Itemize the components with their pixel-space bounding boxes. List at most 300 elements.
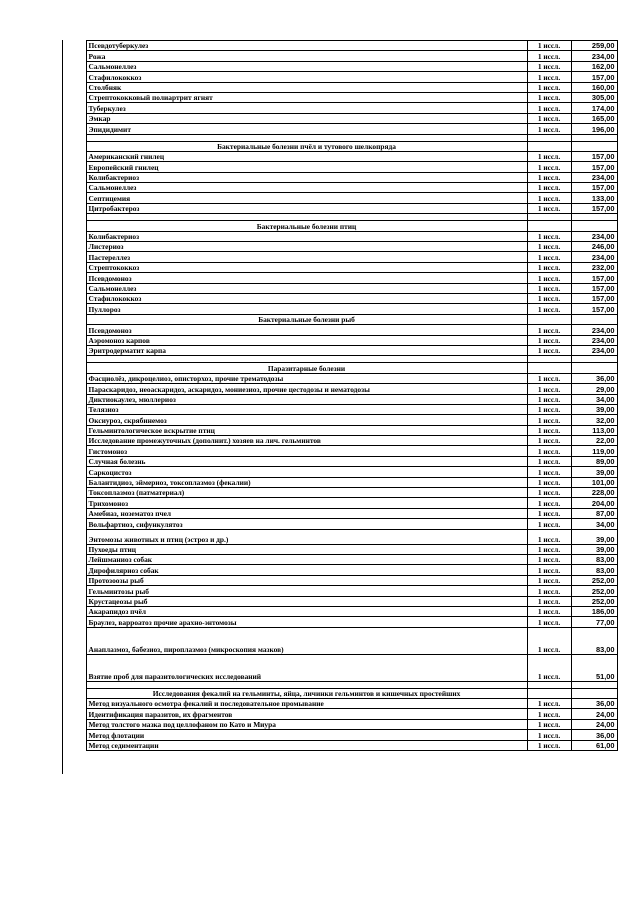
price-cell: 83,00 <box>571 565 617 575</box>
price-cell: 305,00 <box>571 92 617 102</box>
table-row <box>62 654 617 681</box>
test-name-cell: Диктиокаулез, мюллериоз <box>86 394 527 404</box>
margin-cell <box>62 544 86 554</box>
price-cell: 228,00 <box>571 488 617 498</box>
test-name-cell: Акарапидоз пчёл <box>86 606 527 616</box>
unit-cell: 1 иссл. <box>527 345 571 355</box>
test-name-cell: Метод толстого мазка под целлофаном по Като и Миура <box>86 719 527 729</box>
unit-cell: 1 иссл. <box>527 231 571 241</box>
margin-cell <box>62 617 86 627</box>
test-name-cell: Пуллороз <box>86 304 527 314</box>
test-name-cell: Рожа <box>86 51 527 61</box>
table-row <box>62 41 617 51</box>
empty-cell <box>86 134 527 141</box>
table-row <box>62 740 617 750</box>
table-row <box>62 544 617 554</box>
margin-cell <box>62 103 86 113</box>
section-heading: Бактериальные болезни пчёл и тутового шелкопряда <box>86 141 527 151</box>
price-cell: 196,00 <box>571 124 617 134</box>
unit-cell: 1 иссл. <box>527 709 571 719</box>
margin-cell <box>62 415 86 425</box>
price-cell: 39,00 <box>571 404 617 414</box>
table-row <box>62 203 617 213</box>
test-name-cell: Браулез, варроатоз прочие арахно-энтомозы <box>86 617 527 627</box>
unit-cell: 1 иссл. <box>527 498 571 508</box>
price-cell: 119,00 <box>571 446 617 456</box>
empty-cell <box>527 134 571 141</box>
unit-cell: 1 иссл. <box>527 162 571 172</box>
unit-cell: 1 иссл. <box>527 193 571 203</box>
test-name-cell: Токсоплазмоз (патматериал) <box>86 488 527 498</box>
margin-cell <box>62 221 86 231</box>
unit-cell: 1 иссл. <box>527 654 571 681</box>
unit-cell: 1 иссл. <box>527 124 571 134</box>
unit-cell: 1 иссл. <box>527 436 571 446</box>
price-cell: 36,00 <box>571 699 617 709</box>
table-row <box>62 293 617 303</box>
price-cell: 160,00 <box>571 82 617 92</box>
margin-cell <box>62 134 86 141</box>
price-cell: 32,00 <box>571 415 617 425</box>
unit-cell: 1 иссл. <box>527 627 571 654</box>
unit-cell: 1 иссл. <box>527 252 571 262</box>
price-cell: 234,00 <box>571 335 617 345</box>
unit-cell: 1 иссл. <box>527 565 571 575</box>
price-cell: 22,00 <box>571 436 617 446</box>
test-name-cell: Эритродерматит карпа <box>86 345 527 355</box>
unit-cell: 1 иссл. <box>527 730 571 740</box>
test-name-cell: Энтомозы животных и птиц (эстроз и др.) <box>86 529 527 544</box>
section-heading-row <box>62 221 617 231</box>
price-cell: 259,00 <box>571 41 617 51</box>
empty-cell <box>571 688 617 698</box>
empty-cell <box>527 688 571 698</box>
table-row <box>62 92 617 102</box>
unit-cell: 1 иссл. <box>527 404 571 414</box>
margin-cell <box>62 325 86 335</box>
section-heading: Исследования фекалий на гельминты, яйца, личинки гельминтов и кишечных простейших <box>86 688 527 698</box>
margin-cell <box>62 162 86 172</box>
price-cell: 234,00 <box>571 172 617 182</box>
section-heading: Бактериальные болезни рыб <box>86 314 527 324</box>
table-row <box>62 488 617 498</box>
margin-cell <box>62 498 86 508</box>
price-cell: 87,00 <box>571 508 617 518</box>
test-name-cell: Стрептококкоз <box>86 262 527 272</box>
table-row <box>62 124 617 134</box>
margin-cell <box>62 384 86 394</box>
margin-cell <box>62 596 86 606</box>
test-name-cell: Протозоозы рыб <box>86 575 527 585</box>
empty-cell <box>571 141 617 151</box>
margin-cell <box>62 565 86 575</box>
table-row <box>62 719 617 729</box>
unit-cell: 1 иссл. <box>527 425 571 435</box>
price-cell: 186,00 <box>571 606 617 616</box>
test-name-cell: Туберкулез <box>86 103 527 113</box>
margin-cell <box>62 214 86 221</box>
unit-cell: 1 иссл. <box>527 273 571 283</box>
empty-cell <box>571 134 617 141</box>
unit-cell: 1 иссл. <box>527 373 571 383</box>
unit-cell: 1 иссл. <box>527 113 571 123</box>
margin-cell <box>62 508 86 518</box>
price-cell: 234,00 <box>571 51 617 61</box>
test-name-cell: Пухоеды птиц <box>86 544 527 554</box>
test-name-cell: Случная болезнь <box>86 456 527 466</box>
margin-cell <box>62 363 86 373</box>
unit-cell: 1 иссл. <box>527 384 571 394</box>
test-name-cell: Исследование промежуточных (дополнит.) хозяев на лич. гельминтов <box>86 436 527 446</box>
price-cell: 39,00 <box>571 529 617 544</box>
test-name-cell: Колибактериоз <box>86 231 527 241</box>
margin-cell <box>62 373 86 383</box>
price-cell: 77,00 <box>571 617 617 627</box>
margin-cell <box>62 51 86 61</box>
empty-cell <box>86 214 527 221</box>
margin-cell <box>62 627 86 654</box>
test-name-cell: Дирофиляриоз собак <box>86 565 527 575</box>
margin-cell <box>62 356 86 363</box>
table-row <box>62 565 617 575</box>
table-row <box>62 345 617 355</box>
table-row <box>62 162 617 172</box>
margin-cell <box>62 113 86 123</box>
test-name-cell: Телязиоз <box>86 404 527 414</box>
price-cell: 83,00 <box>571 627 617 654</box>
margin-cell <box>62 172 86 182</box>
table-row <box>62 596 617 606</box>
section-heading-row <box>62 363 617 373</box>
table-row <box>62 627 617 654</box>
table-row <box>62 586 617 596</box>
margin-cell <box>62 740 86 750</box>
price-cell: 34,00 <box>571 394 617 404</box>
test-name-cell: Сальмонеллез <box>86 283 527 293</box>
margin-cell <box>62 314 86 324</box>
price-cell: 252,00 <box>571 575 617 585</box>
table-row <box>62 529 617 544</box>
table-row <box>62 273 617 283</box>
price-cell: 204,00 <box>571 498 617 508</box>
test-name-cell: Гистомоноз <box>86 446 527 456</box>
unit-cell: 1 иссл. <box>527 719 571 729</box>
unit-cell: 1 иссл. <box>527 554 571 564</box>
empty-cell <box>527 141 571 151</box>
price-cell: 252,00 <box>571 586 617 596</box>
test-name-cell: Сальмонеллез <box>86 61 527 71</box>
price-cell: 246,00 <box>571 242 617 252</box>
margin-cell <box>62 467 86 477</box>
spacer-row <box>62 356 617 363</box>
table-row <box>62 436 617 446</box>
unit-cell: 1 иссл. <box>527 335 571 345</box>
test-name-cell: Псевдомоноз <box>86 273 527 283</box>
unit-cell: 1 иссл. <box>527 82 571 92</box>
test-name-cell: Метод седиментации <box>86 740 527 750</box>
unit-cell: 1 иссл. <box>527 477 571 487</box>
empty-cell <box>571 314 617 324</box>
empty-cell <box>571 214 617 221</box>
table-row <box>62 425 617 435</box>
unit-cell: 1 иссл. <box>527 699 571 709</box>
margin-cell <box>62 304 86 314</box>
test-name-cell: Стафилококкоз <box>86 72 527 82</box>
table-row <box>62 82 617 92</box>
test-name-cell: Эмкар <box>86 113 527 123</box>
unit-cell: 1 иссл. <box>527 293 571 303</box>
section-heading-row <box>62 688 617 698</box>
price-cell: 61,00 <box>571 740 617 750</box>
margin-cell <box>62 709 86 719</box>
price-cell: 162,00 <box>571 61 617 71</box>
price-cell: 157,00 <box>571 183 617 193</box>
margin-cell <box>62 519 86 529</box>
table-row <box>62 575 617 585</box>
test-name-cell: Оксиуроз, скрябинемоз <box>86 415 527 425</box>
unit-cell: 1 иссл. <box>527 617 571 627</box>
table-row <box>62 699 617 709</box>
table-row <box>62 373 617 383</box>
unit-cell: 1 иссл. <box>527 575 571 585</box>
price-cell: 24,00 <box>571 719 617 729</box>
empty-cell <box>571 363 617 373</box>
margin-cell <box>62 719 86 729</box>
empty-cell <box>527 314 571 324</box>
test-name-cell: Трихомоноз <box>86 498 527 508</box>
test-name-cell: Колибактериоз <box>86 172 527 182</box>
test-name-cell: Цитробактероз <box>86 203 527 213</box>
table-row <box>62 519 617 529</box>
margin-cell <box>62 586 86 596</box>
table-row <box>62 242 617 252</box>
test-name-cell: Идентификация паразитов, их фрагментов <box>86 709 527 719</box>
margin-cell <box>62 61 86 71</box>
price-cell: 234,00 <box>571 345 617 355</box>
spacer-row <box>62 134 617 141</box>
margin-cell <box>62 335 86 345</box>
margin-cell <box>62 41 86 51</box>
price-cell: 157,00 <box>571 203 617 213</box>
test-name-cell: Вольфартиоз, сифункулятоз <box>86 519 527 529</box>
margin-cell <box>62 193 86 203</box>
test-name-cell: Гельминтологическое вскрытие птиц <box>86 425 527 435</box>
test-name-cell: Столбняк <box>86 82 527 92</box>
table-row <box>62 151 617 161</box>
table-row <box>62 606 617 616</box>
table-row <box>62 183 617 193</box>
unit-cell: 1 иссл. <box>527 740 571 750</box>
price-cell: 36,00 <box>571 373 617 383</box>
table-row <box>62 467 617 477</box>
table-row <box>62 404 617 414</box>
empty-cell <box>527 221 571 231</box>
margin-cell <box>62 231 86 241</box>
margin-cell <box>62 446 86 456</box>
price-cell: 39,00 <box>571 467 617 477</box>
test-name-cell: Аэромоноз карпов <box>86 335 527 345</box>
empty-cell <box>527 681 571 688</box>
empty-cell <box>571 356 617 363</box>
unit-cell: 1 иссл. <box>527 262 571 272</box>
margin-cell <box>62 82 86 92</box>
unit-cell: 1 иссл. <box>527 151 571 161</box>
spacer-row <box>62 214 617 221</box>
test-name-cell: Лейшманиоз собак <box>86 554 527 564</box>
empty-cell <box>571 221 617 231</box>
test-name-cell: Стафилококкоз <box>86 293 527 303</box>
table-row <box>62 325 617 335</box>
table-row <box>62 103 617 113</box>
price-cell: 157,00 <box>571 293 617 303</box>
table-row <box>62 193 617 203</box>
section-heading: Бактериальные болезни птиц <box>86 221 527 231</box>
test-name-cell: Метод визуального осмотра фекалий и последовательное промывание <box>86 699 527 709</box>
test-name-cell: Гельминтозы рыб <box>86 586 527 596</box>
price-list-sheet <box>62 40 617 751</box>
table-row <box>62 231 617 241</box>
test-name-cell: Сальмонеллез <box>86 183 527 193</box>
table-row <box>62 51 617 61</box>
unit-cell: 1 иссл. <box>527 242 571 252</box>
table-row <box>62 394 617 404</box>
unit-cell: 1 иссл. <box>527 51 571 61</box>
empty-cell <box>571 681 617 688</box>
empty-cell <box>527 363 571 373</box>
test-name-cell: Крустацеозы рыб <box>86 596 527 606</box>
test-name-cell: Американский гнилец <box>86 151 527 161</box>
test-name-cell: Взятие проб для паразитологических исследований <box>86 654 527 681</box>
table-row <box>62 456 617 466</box>
unit-cell: 1 иссл. <box>527 304 571 314</box>
price-cell: 157,00 <box>571 72 617 82</box>
price-cell: 157,00 <box>571 151 617 161</box>
price-cell: 83,00 <box>571 554 617 564</box>
test-name-cell: Фасциолёз, дикроцелиоз, описторхоз, прочие трематодозы <box>86 373 527 383</box>
test-name-cell: Септицемия <box>86 193 527 203</box>
price-cell: 113,00 <box>571 425 617 435</box>
margin-cell <box>62 273 86 283</box>
section-heading-row <box>62 314 617 324</box>
margin-cell <box>62 425 86 435</box>
price-cell: 39,00 <box>571 544 617 554</box>
margin-cell <box>62 699 86 709</box>
table-row <box>62 384 617 394</box>
unit-cell: 1 иссл. <box>527 596 571 606</box>
test-name-cell: Метод флотации <box>86 730 527 740</box>
margin-cell <box>62 688 86 698</box>
price-cell: 133,00 <box>571 193 617 203</box>
unit-cell: 1 иссл. <box>527 456 571 466</box>
unit-cell: 1 иссл. <box>527 544 571 554</box>
unit-cell: 1 иссл. <box>527 415 571 425</box>
unit-cell: 1 иссл. <box>527 283 571 293</box>
unit-cell: 1 иссл. <box>527 172 571 182</box>
price-cell: 174,00 <box>571 103 617 113</box>
table-row <box>62 304 617 314</box>
price-cell: 232,00 <box>571 262 617 272</box>
price-cell: 157,00 <box>571 162 617 172</box>
section-heading: Паразитарные болезни <box>86 363 527 373</box>
table-row <box>62 508 617 518</box>
test-name-cell: Листериоз <box>86 242 527 252</box>
price-cell: 51,00 <box>571 654 617 681</box>
test-name-cell: Балантидиоз, эймериоз, токсоплазмоз (фекалии) <box>86 477 527 487</box>
unit-cell: 1 иссл. <box>527 488 571 498</box>
test-name-cell: Анаплазмоз, бабезиоз, пироплазмоз (микроскопия мазков) <box>86 627 527 654</box>
price-cell: 234,00 <box>571 325 617 335</box>
margin-cell <box>62 394 86 404</box>
table-row <box>62 709 617 719</box>
price-cell: 101,00 <box>571 477 617 487</box>
price-cell: 36,00 <box>571 730 617 740</box>
unit-cell: 1 иссл. <box>527 72 571 82</box>
table-row <box>62 262 617 272</box>
unit-cell: 1 иссл. <box>527 606 571 616</box>
margin-cell <box>62 554 86 564</box>
table-row <box>62 617 617 627</box>
unit-cell: 1 иссл. <box>527 446 571 456</box>
margin-cell <box>62 456 86 466</box>
margin-cell <box>62 477 86 487</box>
price-cell: 89,00 <box>571 456 617 466</box>
margin-cell <box>62 141 86 151</box>
margin-cell <box>62 404 86 414</box>
margin-cell <box>62 252 86 262</box>
table-row <box>62 113 617 123</box>
margin-cell <box>62 529 86 544</box>
table-row <box>62 252 617 262</box>
table-row <box>62 283 617 293</box>
price-cell: 34,00 <box>571 519 617 529</box>
price-table <box>62 40 618 751</box>
margin-cell <box>62 262 86 272</box>
margin-cell <box>62 654 86 681</box>
test-name-cell: Эпидидимит <box>86 124 527 134</box>
unit-cell: 1 иссл. <box>527 103 571 113</box>
test-name-cell: Псевдомоноз <box>86 325 527 335</box>
unit-cell: 1 иссл. <box>527 467 571 477</box>
price-cell: 252,00 <box>571 596 617 606</box>
unit-cell: 1 иссл. <box>527 41 571 51</box>
price-cell: 234,00 <box>571 252 617 262</box>
table-row <box>62 415 617 425</box>
table-row <box>62 498 617 508</box>
unit-cell: 1 иссл. <box>527 586 571 596</box>
unit-cell: 1 иссл. <box>527 203 571 213</box>
margin-cell <box>62 345 86 355</box>
margin-cell <box>62 606 86 616</box>
empty-cell <box>86 356 527 363</box>
test-name-cell: Пастереллез <box>86 252 527 262</box>
margin-cell <box>62 92 86 102</box>
table-row <box>62 72 617 82</box>
price-cell: 165,00 <box>571 113 617 123</box>
margin-cell <box>62 488 86 498</box>
table-row <box>62 554 617 564</box>
price-cell: 157,00 <box>571 273 617 283</box>
section-heading-row <box>62 141 617 151</box>
unit-cell: 1 иссл. <box>527 92 571 102</box>
margin-cell <box>62 242 86 252</box>
unit-cell: 1 иссл. <box>527 394 571 404</box>
empty-cell <box>527 356 571 363</box>
table-row <box>62 61 617 71</box>
margin-cell <box>62 283 86 293</box>
unit-cell: 1 иссл. <box>527 519 571 529</box>
price-cell: 157,00 <box>571 304 617 314</box>
price-cell: 29,00 <box>571 384 617 394</box>
